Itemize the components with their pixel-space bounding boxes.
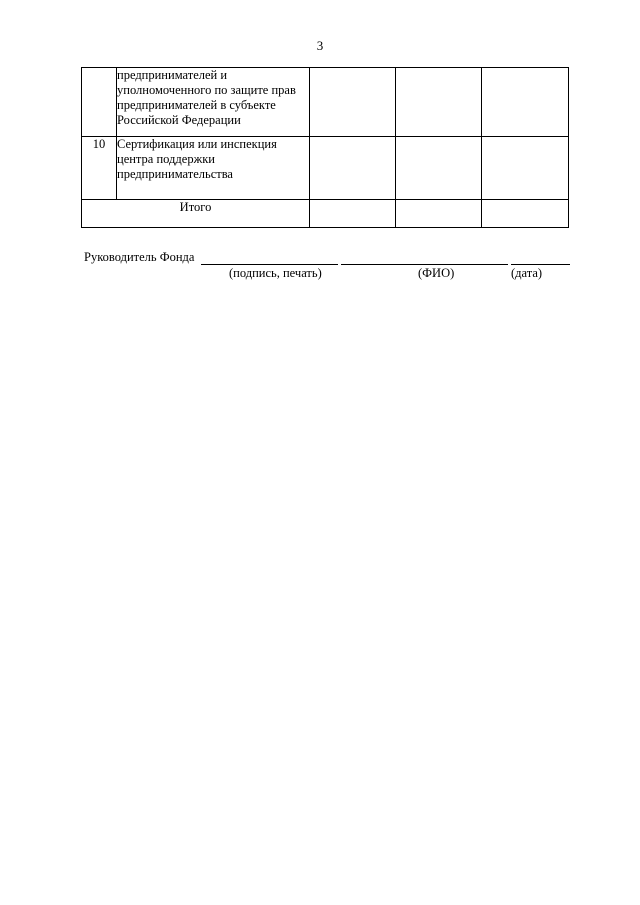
row-number-cell xyxy=(82,68,117,137)
signature-head-label: Руководитель Фонда xyxy=(84,250,195,264)
row-name-line: центра поддержки xyxy=(117,152,215,166)
value-cell xyxy=(310,68,396,137)
table-row xyxy=(82,137,569,200)
table-row xyxy=(82,68,569,137)
value-cell xyxy=(482,137,569,200)
row-number-cell: 10 xyxy=(82,137,117,200)
page-number: 3 xyxy=(316,38,324,53)
row-name-line: предпринимателей в субъекте xyxy=(117,98,276,112)
row-name-line: предпринимателей и xyxy=(117,68,228,82)
value-cell xyxy=(310,137,396,200)
report-table xyxy=(81,67,569,228)
signature-caption: (подпись, печать) xyxy=(229,266,322,280)
total-value-cell xyxy=(482,200,569,228)
total-value-cell xyxy=(396,200,482,228)
total-row xyxy=(82,200,569,228)
value-cell xyxy=(396,137,482,200)
row-name-line: уполномоченного по защите прав xyxy=(117,83,296,97)
date-line xyxy=(511,264,570,265)
value-cell xyxy=(482,68,569,137)
date-caption: (дата) xyxy=(511,266,543,280)
row-name-cell xyxy=(117,137,310,200)
row-name-line: Российской Федерации xyxy=(117,113,241,127)
row-name-cell xyxy=(117,68,310,137)
total-value-cell xyxy=(310,200,396,228)
name-caption: (ФИО) xyxy=(418,266,455,280)
row-name-line: Сертификация или инспекция xyxy=(117,137,277,151)
signature-line xyxy=(201,264,338,265)
signature-block xyxy=(84,250,574,290)
total-label: Итого xyxy=(82,200,310,228)
name-line xyxy=(341,264,508,265)
value-cell xyxy=(396,68,482,137)
row-name-line: предпринимательства xyxy=(117,167,233,181)
